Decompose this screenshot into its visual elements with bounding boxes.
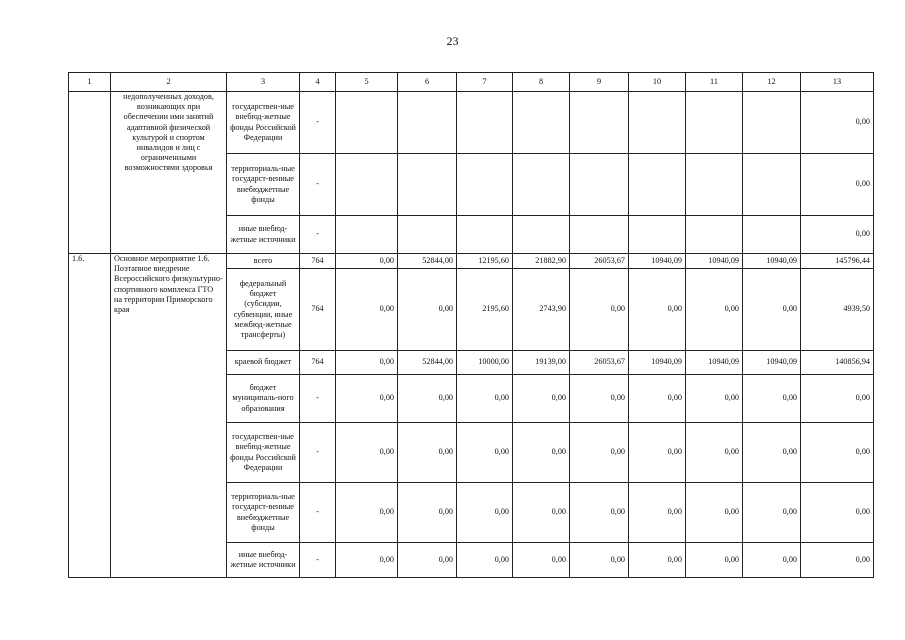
value-cell: 2195,60: [457, 269, 513, 351]
value-cell: 0,00: [686, 483, 743, 543]
value-cell: -: [300, 375, 336, 423]
value-cell: 26053,67: [570, 254, 629, 269]
value-cell: 0,00: [570, 375, 629, 423]
header-cell: 9: [570, 73, 629, 92]
header-cell: 1: [69, 73, 111, 92]
value-cell: 0,00: [801, 423, 874, 483]
table-body: [69, 73, 874, 578]
value-cell: 26053,67: [570, 351, 629, 375]
value-cell: 0,00: [336, 351, 398, 375]
value-cell: 0,00: [686, 269, 743, 351]
value-cell: 0,00: [336, 543, 398, 578]
value-cell: 0,00: [457, 423, 513, 483]
value-cell: 0,00: [398, 543, 457, 578]
value-cell: -: [300, 543, 336, 578]
value-cell: 0,00: [743, 269, 801, 351]
value-cell: 10940,09: [629, 254, 686, 269]
value-cell: 0,00: [398, 269, 457, 351]
header-cell: 12: [743, 73, 801, 92]
value-cell: 0,00: [336, 375, 398, 423]
value-cell: 0,00: [743, 375, 801, 423]
funding-source: территориаль-ные государст-венные внебюджетные фонды: [227, 483, 300, 543]
value-cell: 0,00: [629, 269, 686, 351]
value-cell: 10940,09: [686, 351, 743, 375]
value-cell: 0,00: [398, 423, 457, 483]
value-cell: 0,00: [743, 483, 801, 543]
value-cell: 0,00: [513, 483, 570, 543]
value-cell: 0,00: [457, 483, 513, 543]
funding-source: иные внебюд-жетные источники: [227, 543, 300, 578]
value-cell: 0,00: [398, 483, 457, 543]
funding-source: иные внебюд-жетные источники: [227, 216, 300, 254]
value-cell: 52844,00: [398, 351, 457, 375]
value-cell: 764: [300, 269, 336, 351]
value-cell: 0,00: [513, 543, 570, 578]
header-cell: 6: [398, 73, 457, 92]
value-cell: 10940,09: [743, 254, 801, 269]
value-cell: -: [300, 423, 336, 483]
table-row: [69, 92, 874, 154]
header-cell: 13: [801, 73, 874, 92]
funding-source: всего: [227, 254, 300, 269]
value-cell: 0,00: [629, 543, 686, 578]
value-cell: 0,00: [686, 543, 743, 578]
value-cell: 0,00: [801, 375, 874, 423]
header-cell: 11: [686, 73, 743, 92]
value-cell: 4939,50: [801, 269, 874, 351]
header-cell: 2: [111, 73, 227, 92]
value-cell: 52844,00: [398, 254, 457, 269]
value-cell: 0,00: [513, 375, 570, 423]
header-cell: 4: [300, 73, 336, 92]
value-cell: 0,00: [629, 483, 686, 543]
value-cell: 0,00: [457, 375, 513, 423]
header-row: [69, 73, 874, 92]
funding-source: территориаль-ные государст-венные внебюджетные фонды: [227, 154, 300, 216]
value-cell: 10000,00: [457, 351, 513, 375]
item-number: 1.6.: [69, 254, 111, 578]
row-number-cell: [69, 92, 111, 254]
value-cell: 0,00: [570, 269, 629, 351]
value-cell: 0,00: [336, 269, 398, 351]
value-cell: 0,00: [743, 423, 801, 483]
page-number: 23: [446, 34, 459, 48]
value-cell: 0,00: [336, 254, 398, 269]
activity-description: Основное мероприятие 1.6. Поэтапное внедрение Всероссийского физкультурно-спортивного комплекса ГТО на территории Приморского края: [111, 254, 227, 578]
value-cell: 0,00: [457, 543, 513, 578]
value-cell: 0,00: [570, 543, 629, 578]
value-cell: 10940,09: [629, 351, 686, 375]
value-cell: 145796,44: [801, 254, 874, 269]
value-cell: -: [300, 154, 336, 216]
value-cell: 19139,00: [513, 351, 570, 375]
value-cell: 0,00: [801, 483, 874, 543]
value-cell: 0,00: [743, 543, 801, 578]
value-cell: 0,00: [336, 483, 398, 543]
funding-source: федеральный бюджет (субсидии, субвенции, иные межбюд-жетные трансферты): [227, 269, 300, 351]
value-cell: 0,00: [336, 423, 398, 483]
value-cell: 0,00: [629, 375, 686, 423]
header-cell: 8: [513, 73, 570, 92]
value-cell: 0,00: [629, 423, 686, 483]
value-cell: 0,00: [398, 375, 457, 423]
funding-source: государствен-ные внебюд-жетные фонды Российской Федерации: [227, 423, 300, 483]
value-cell: 0,00: [570, 483, 629, 543]
value-cell: 2743,90: [513, 269, 570, 351]
value-cell: 0,00: [570, 423, 629, 483]
value-cell: 764: [300, 351, 336, 375]
activity-description: недополученных доходов, возникающих при обеспечении ими занятий адаптивной физической культурой и спортом инвалидов и лиц с ограниченными возможностями здоровья: [111, 92, 227, 254]
value-cell: 0,00: [513, 423, 570, 483]
value-cell: -: [300, 216, 336, 254]
value-cell: 0,00: [686, 423, 743, 483]
value-cell: 10940,09: [686, 254, 743, 269]
value-cell: 0,00: [801, 154, 874, 216]
value-cell: -: [300, 483, 336, 543]
value-cell: 10940,09: [743, 351, 801, 375]
header-cell: 10: [629, 73, 686, 92]
value-cell: 21882,90: [513, 254, 570, 269]
funding-source: краевой бюджет: [227, 351, 300, 375]
value-cell: 0,00: [686, 375, 743, 423]
value-cell: 0,00: [801, 92, 874, 154]
value-cell: 140856,94: [801, 351, 874, 375]
header-cell: 3: [227, 73, 300, 92]
value-cell: 0,00: [801, 543, 874, 578]
header-cell: 5: [336, 73, 398, 92]
header-cell: 7: [457, 73, 513, 92]
budget-table: [68, 72, 874, 578]
table-row: [69, 254, 874, 269]
value-cell: -: [300, 92, 336, 154]
funding-source: государствен-ные внебюд-жетные фонды Российской Федерации: [227, 92, 300, 154]
value-cell: 12195,60: [457, 254, 513, 269]
value-cell: 0,00: [801, 216, 874, 254]
funding-source: бюджет муниципаль-ного образования: [227, 375, 300, 423]
value-cell: 764: [300, 254, 336, 269]
